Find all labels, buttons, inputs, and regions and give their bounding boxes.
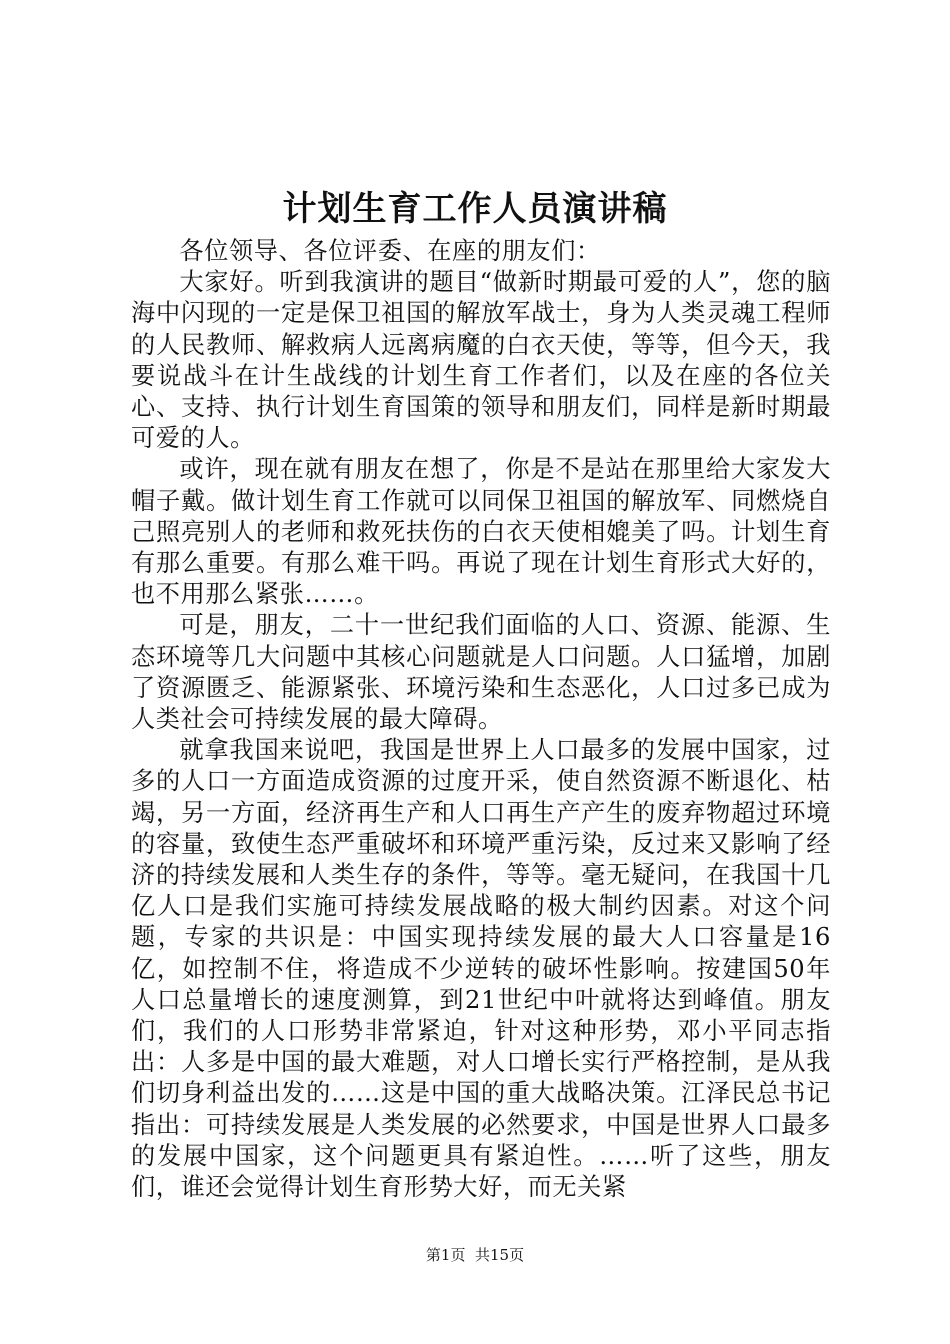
page-footer — [0, 1245, 950, 1265]
page-total: 共15页 — [475, 1246, 525, 1264]
salutation-paragraph: 各位领导、各位评委、在座的朋友们： — [179, 237, 601, 265]
body-paragraph: 大家好。听到我演讲的题目“做新时期最可爱的人”，您的脑海中闪现的一定是保卫祖国的解放军战士，身为人类灵魂工程师的人民教师、解救病人远离病魔的白衣天使，等等，但今天，我要说战斗在计生战线的计划生育工作者们，以及在座的各位关心、支持、执行计划生育国策的领导和朋友们，同样是新时期最可爱的人。 — [131, 268, 831, 453]
document-title: 计划生育工作人员演讲稿 — [282, 189, 668, 229]
body-paragraph: 可是，朋友，二十一世纪我们面临的人口、资源、能源、生态环境等几大问题中其核心问题就是人口问题。人口猛增，加剧了资源匮乏、能源紧张、环境污染和生态恶化，人口过多已成为人类社会可持续发展的最大障碍。 — [131, 611, 831, 734]
page-number: 第1页 — [425, 1246, 466, 1264]
body-paragraph: 或许，现在就有朋友在想了，你是不是站在那里给大家发大帽子戴。做计划生育工作就可以同保卫祖国的解放军、同燃烧自己照亮别人的老师和救死扶伤的白衣天使相媲美了吗。计划生育有那么重要。有那么难干吗。再说了现在计划生育形式大好的，也不用那么紧张……。 — [131, 455, 831, 609]
document-body — [131, 236, 831, 1203]
body-paragraph: 就拿我国来说吧，我国是世界上人口最多的发展中国家，过多的人口一方面造成资源的过度开采，使自然资源不断退化、枯竭，另一方面，经济再生产和人口再生产产生的废弃物超过环境的容量，致使生态严重破坏和环境严重污染，反过来又影响了经济的持续发展和人类生存的条件，等等。毫无疑问，在我国十几亿人口是我们实施可持续发展战略的极大制约因素。对这个问题，专家的共识是：中国实现持续发展的最大人口容量是16亿，如控制不住，将造成不少逆转的破坏性影响。按建国50年人口总量增长的速度测算，到21世纪中叶就将达到峰值。朋友们，我们的人口形势非常紧迫，针对这种形势，邓小平同志指出：人多是中国的最大难题，对人口增长实行严格控制，是从我们切身利益出发的……这是中国的重大战略决策。江泽民总书记指出：可持续发展是人类发展的必然要求，中国是世界人口最多的发展中国家，这个问题更具有紧迫性。……听了这些，朋友们，谁还会觉得计划生育形势大好，而无关紧 — [131, 736, 831, 1202]
